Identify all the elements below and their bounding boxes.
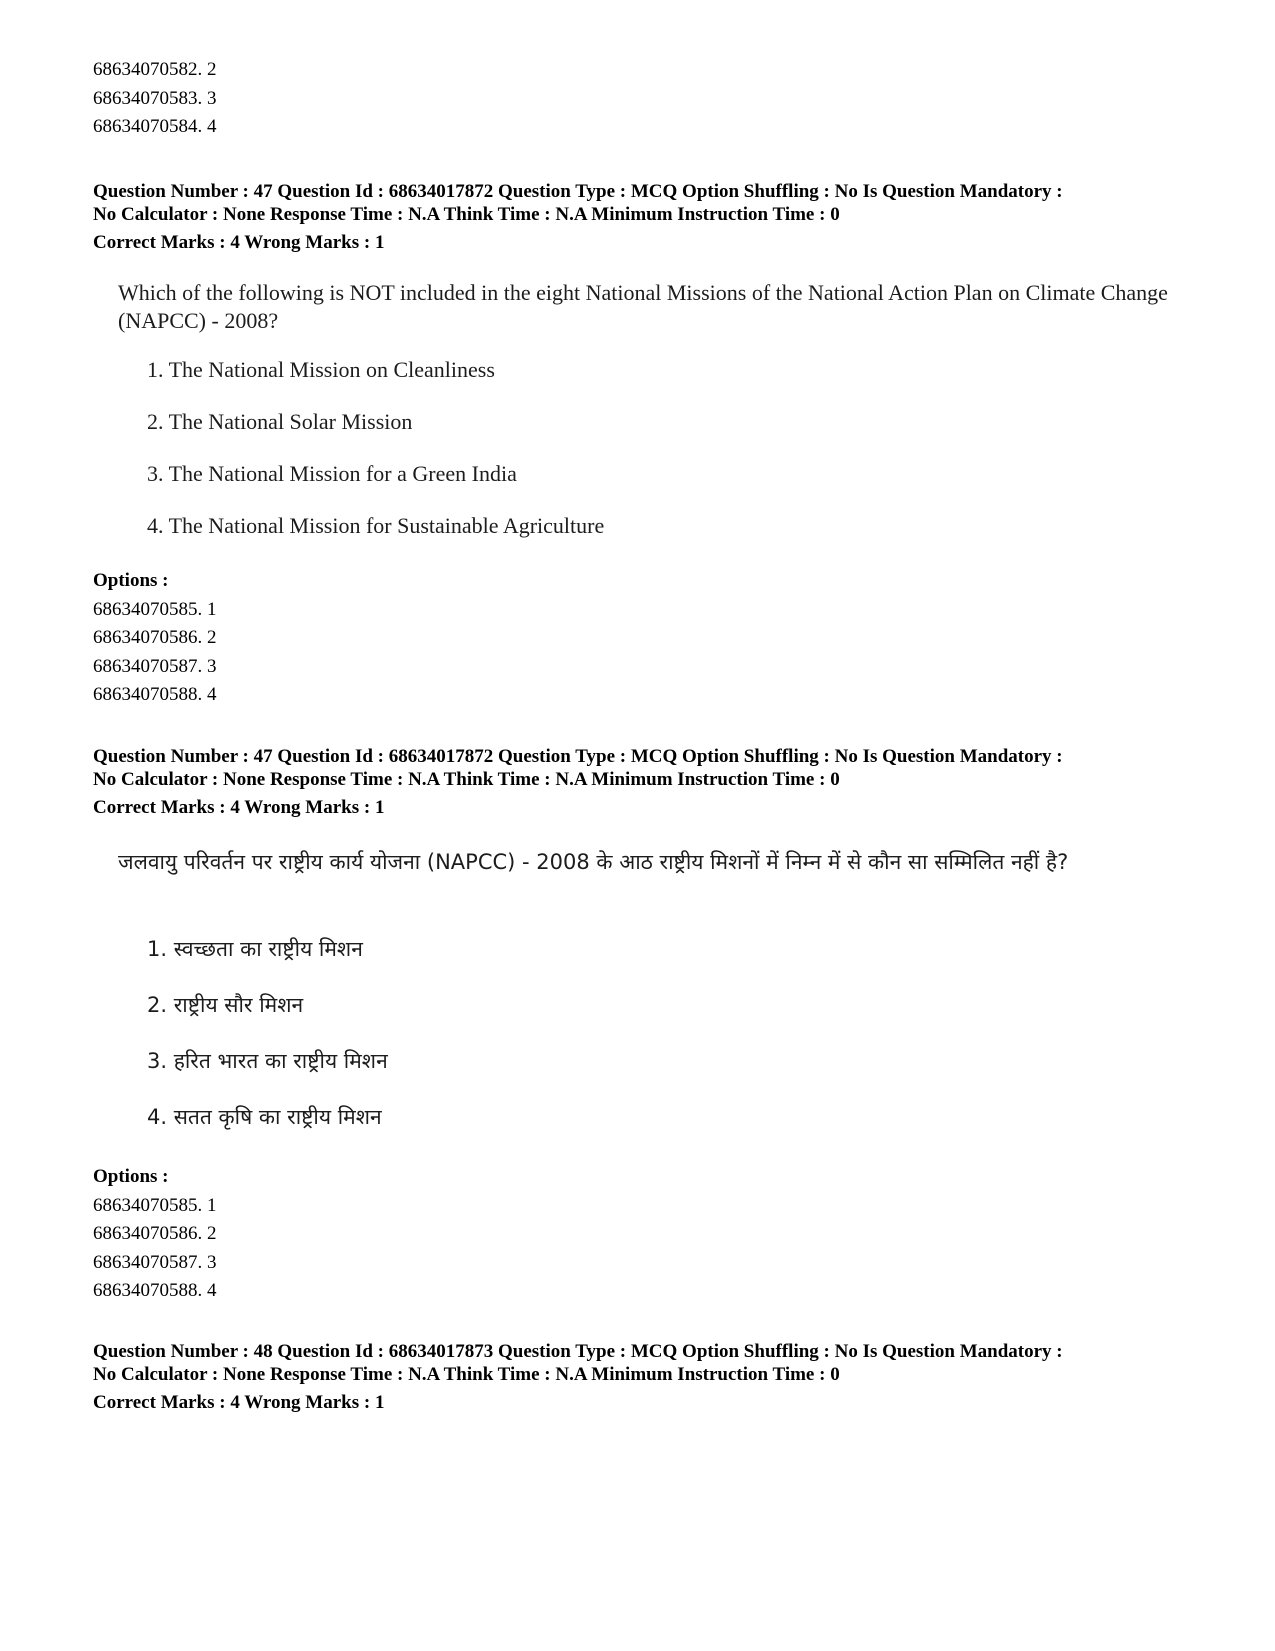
option-line: 68634070588. 4 — [93, 684, 217, 705]
question-meta-line: No Calculator : None Response Time : N.A Think Time : N.A Minimum Instruction Time : 0 — [93, 1364, 840, 1385]
answer-choice: 4. सतत कृषि का राष्ट्रीय मिशन — [147, 1105, 382, 1129]
options-list-en — [93, 567, 217, 710]
options-heading: Options : — [93, 1166, 169, 1187]
answer-choice: 3. The National Mission for a Green India — [147, 461, 517, 486]
answer-choice: 2. The National Solar Mission — [147, 409, 413, 434]
option-line: 68634070586. 2 — [93, 1223, 217, 1244]
option-line: 68634070586. 2 — [93, 627, 217, 648]
option-line: 68634070587. 3 — [93, 655, 217, 677]
question-meta-47-hi — [93, 745, 1253, 819]
option-line: 68634070583. 3 — [93, 87, 217, 109]
option-line: 68634070587. 3 — [93, 1251, 217, 1273]
answer-choice: 4. The National Mission for Sustainable Agriculture — [147, 513, 605, 538]
option-line: 68634070585. 1 — [93, 1194, 217, 1216]
question-marks: Correct Marks : 4 Wrong Marks : 1 — [93, 1392, 385, 1413]
question-meta-line: Question Number : 47 Question Id : 68634017872 Question Type : MCQ Option Shuffling : No Is Question Mandatory : — [93, 181, 1063, 202]
answer-choice: 2. राष्ट्रीय सौर मिशन — [147, 993, 304, 1017]
option-line: 68634070582. 2 — [93, 59, 217, 80]
question-text-hi: जलवायु परिवर्तन पर राष्ट्रीय कार्य योजना (NAPCC) - 2008 के आठ राष्ट्रीय मिशनों में निम्न में से कौन सा सम्मिलित नहीं है? — [118, 850, 1069, 874]
answer-choice: 1. The National Mission on Cleanliness — [147, 357, 495, 382]
option-line: 68634070584. 4 — [93, 116, 217, 137]
question-meta-line: Question Number : 47 Question Id : 68634017872 Question Type : MCQ Option Shuffling : No Is Question Mandatory : — [93, 746, 1063, 767]
question-marks: Correct Marks : 4 Wrong Marks : 1 — [93, 797, 385, 818]
option-line: 68634070585. 1 — [93, 598, 217, 620]
option-line: 68634070588. 4 — [93, 1280, 217, 1301]
question-meta-47-en — [93, 180, 1253, 254]
options-list-hi — [93, 1163, 217, 1306]
options-heading: Options : — [93, 570, 169, 591]
question-meta-line: No Calculator : None Response Time : N.A Think Time : N.A Minimum Instruction Time : 0 — [93, 769, 840, 790]
question-marks: Correct Marks : 4 Wrong Marks : 1 — [93, 232, 385, 253]
question-meta-line: Question Number : 48 Question Id : 68634017873 Question Type : MCQ Option Shuffling : No Is Question Mandatory : — [93, 1341, 1063, 1362]
question-text-en: Which of the following is NOT included in the eight National Missions of the National Action Plan on Climate Change (NAPCC) - 2008? — [118, 280, 1168, 333]
answer-choice: 3. हरित भारत का राष्ट्रीय मिशन — [147, 1049, 388, 1073]
question-meta-line: No Calculator : None Response Time : N.A Think Time : N.A Minimum Instruction Time : 0 — [93, 204, 840, 225]
previous-options-list — [93, 56, 217, 142]
question-meta-48 — [93, 1340, 1253, 1414]
answer-choice: 1. स्वच्छता का राष्ट्रीय मिशन — [147, 937, 363, 961]
